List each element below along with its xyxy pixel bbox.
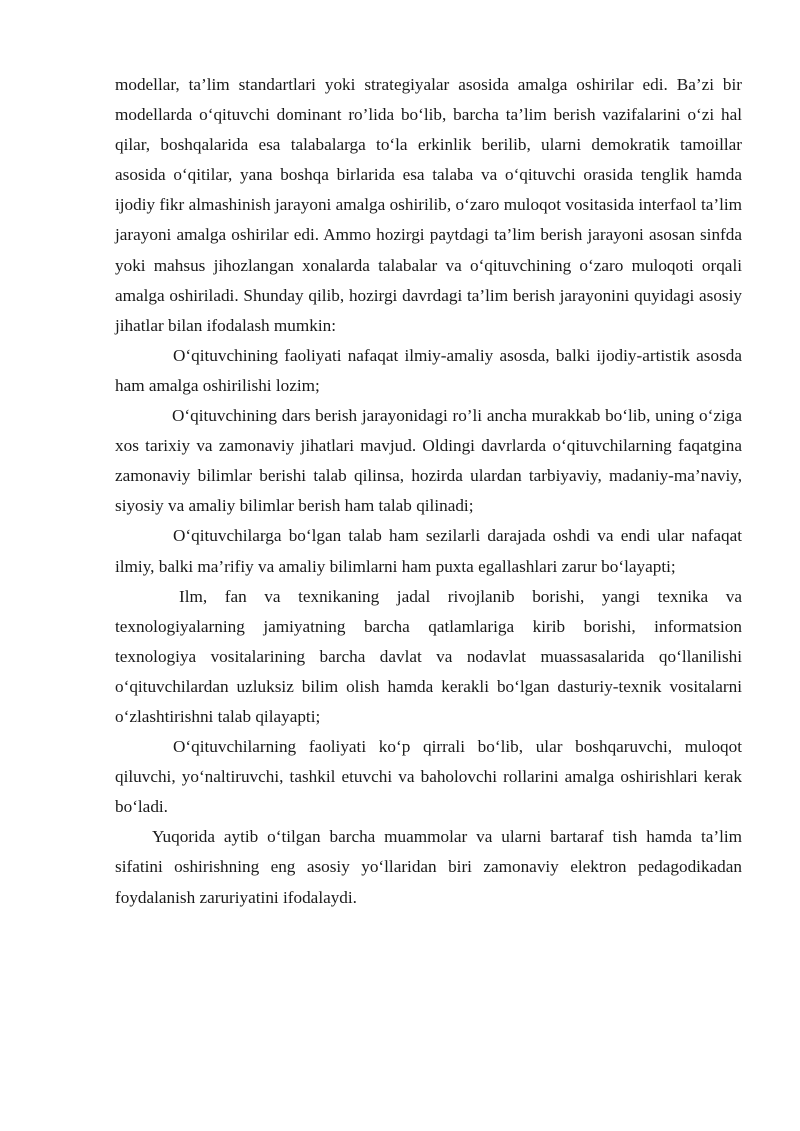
paragraph-intro: modellar, ta’lim standartlari yoki strategiyalar asosida amalga oshirilar edi. Ba’zi bir modellarda o‘qituvchi dominant ro’lida bo‘lib, barcha ta’lim berish vazifalarini o‘zi hal qilar, boshqalarida esa talabalarga to‘la erkinlik berilib, ularni demokratik tamoillar asosida o‘qitilar, yana boshqa birlarida esa talaba va o‘qituvchi orasida tenglik hamda ijodiy fikr almashinish jarayoni amalga oshirilib, o‘zaro muloqot vositasida interfaol ta’lim jarayoni amalga oshirilar edi. Ammo hozirgi paytdagi ta’lim berish jarayoni asosan sinfda yoki mahsus jihozlangan xonalarda talabalar va o‘qituvchining o‘zaro muloqoti orqali amalga oshiriladi. Shunday qilib, hozirgi davrdagi ta’lim berish jarayonini quyidagi asosiy jihatlar bilan ifodalash mumkin: — [115, 75, 742, 335]
paragraph-point-creative: O‘qituvchining faoliyati nafaqat ilmiy-amaliy asosda, balki ijodiy-artistik asosda ham amalga oshirilishi lozim; — [115, 345, 742, 395]
paragraph-point-technology: Ilm, fan va texnikaning jadal rivojlanib borishi, yangi texnika va texnologiyalarning jamiyatning barcha qatlamlariga kirib borishi, informatsion texnologiya vositalarining barcha davlat va nodavlat muassasalarida qo‘llanilishi o‘qituvchilardan uzluksiz bilim olish hamda kerakli bo‘lgan dasturiy-texnik vositalarni o‘zlashtirishni talab qilayapti; — [115, 586, 742, 726]
document-page — [115, 70, 742, 913]
paragraph-point-role: O‘qituvchining dars berish jarayonidagi ro’li ancha murakkab bo‘lib, uning o‘ziga xos tarixiy va zamonaviy jihatlari mavjud. Oldingi davrlarda o‘qituvchilarning faqatgina zamonaviy bilimlar berishi talab qilinsa, hozirda ulardan tarbiyaviy, madaniy-ma’naviy, siyosiy va amaliy bilimlar berish ham talab qilinadi; — [115, 406, 742, 516]
paragraph-point-demand: O‘qituvchilarga bo‘lgan talab ham sezilarli darajada oshdi va endi ular nafaqat ilmiy, balki ma’rifiy va amaliy bilimlarni ham puxta egallashlari zarur bo‘layapti; — [115, 526, 742, 576]
paragraph-point-multifaceted: O‘qituvchilarning faoliyati ko‘p qirrali bo‘lib, ular boshqaruvchi, muloqot qiluvchi, yo‘naltiruvchi, tashkil etuvchi va baholovchi rollarini amalga oshirishlari kerak bo‘ladi. — [115, 737, 742, 817]
paragraph-conclusion: Yuqorida aytib o‘tilgan barcha muammolar va ularni bartaraf tish hamda ta’lim sifatini oshirishning eng asosiy yo‘llaridan biri zamonaviy elektron pedagodikadan foydalanish zaruriyatini ifodalaydi. — [115, 827, 742, 907]
